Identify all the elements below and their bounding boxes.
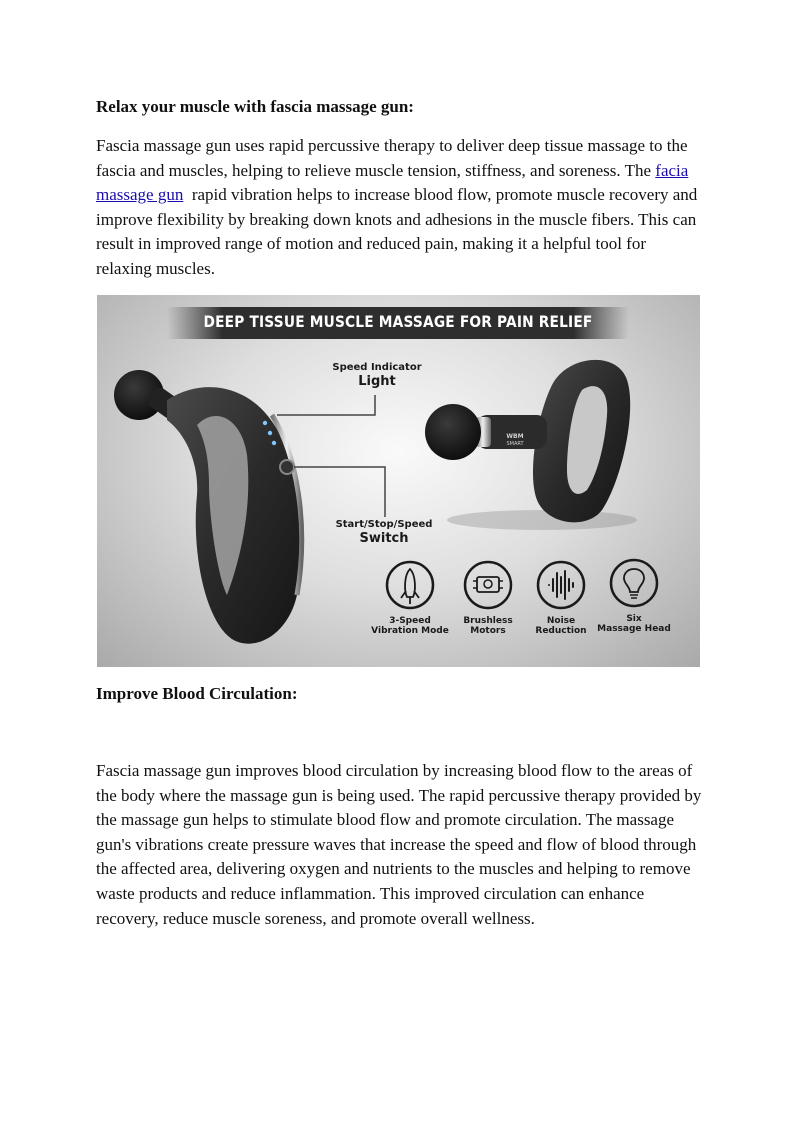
section-heading-relax: Relax your muscle with fascia massage gun:: [96, 97, 414, 116]
feature-label-brushless-motors: [448, 616, 528, 636]
brand-logo-text: WBM: [506, 433, 524, 440]
feature-icons: [387, 560, 657, 608]
right-massage-gun: [425, 360, 637, 530]
banner-title: DEEP TISSUE MUSCLE MASSAGE FOR PAIN RELIEF: [203, 312, 593, 331]
feature-label-line: Six: [626, 614, 642, 624]
feature-label-line: Reduction: [535, 626, 587, 636]
paragraph-relax-text-1: Fascia massage gun uses rapid percussive therapy to deliver deep tissue massage to the fascia and muscles, helping to relieve muscle tension, stiffness, and soreness. The: [96, 136, 688, 180]
feature-label-line: Vibration Mode: [371, 626, 449, 636]
feature-label-line: Noise: [546, 616, 576, 626]
feature-label-line: 3-Speed: [389, 616, 431, 626]
feature-label-massage-head: [591, 614, 677, 634]
speed-indicator-label: Speed Indicator: [332, 362, 422, 373]
feature-label-line: Motors: [470, 626, 506, 636]
brand-logo-subtext: SMART: [506, 441, 524, 447]
section-heading-blood-circulation: Improve Blood Circulation:: [96, 684, 298, 703]
indicator-callout-line: [277, 395, 375, 415]
speed-indicator-light-label: Light: [358, 374, 396, 389]
switch-callout-line: [294, 467, 385, 517]
paragraph-blood-circulation: Fascia massage gun improves blood circulation by increasing blood flow to the areas of the body where the massage gun is being used. The rapid percussive therapy provided by the massage gun helps to stimulate blood flow and promote circulation. The massage gun's vibrations create pressure waves that increase the speed and flow of blood through the affected area, delivering oxygen and nutrients to the muscles and helping to remove waste products and reduce inflammation. This improved circulation can enhance recovery, reduce muscle soreness, and promote overall wellness.: [96, 761, 702, 928]
product-banner-image: [97, 295, 700, 667]
paragraph-relax-text-2: rapid vibration helps to increase blood flow, promote muscle recovery and improve flexibility by breaking down knots and adhesions in the muscle fibers. This can result in improved range of motion and reduced pain, making it a helpful tool for relaxing muscles.: [96, 185, 702, 278]
feature-label-line: Massage Head: [597, 624, 671, 634]
feature-label-vibration-mode: [365, 616, 455, 636]
left-massage-gun: [114, 370, 303, 644]
feature-label-line: Brushless: [463, 616, 513, 626]
start-stop-speed-label: Start/Stop/Speed: [335, 519, 433, 530]
switch-label: Switch: [359, 531, 409, 546]
facia-massage-gun-link[interactable]: facia massage gun: [96, 160, 689, 205]
massage-gun-illustration: [97, 295, 700, 667]
feature-label-noise-reduction: [523, 616, 599, 636]
paragraph-relax: [96, 134, 702, 282]
